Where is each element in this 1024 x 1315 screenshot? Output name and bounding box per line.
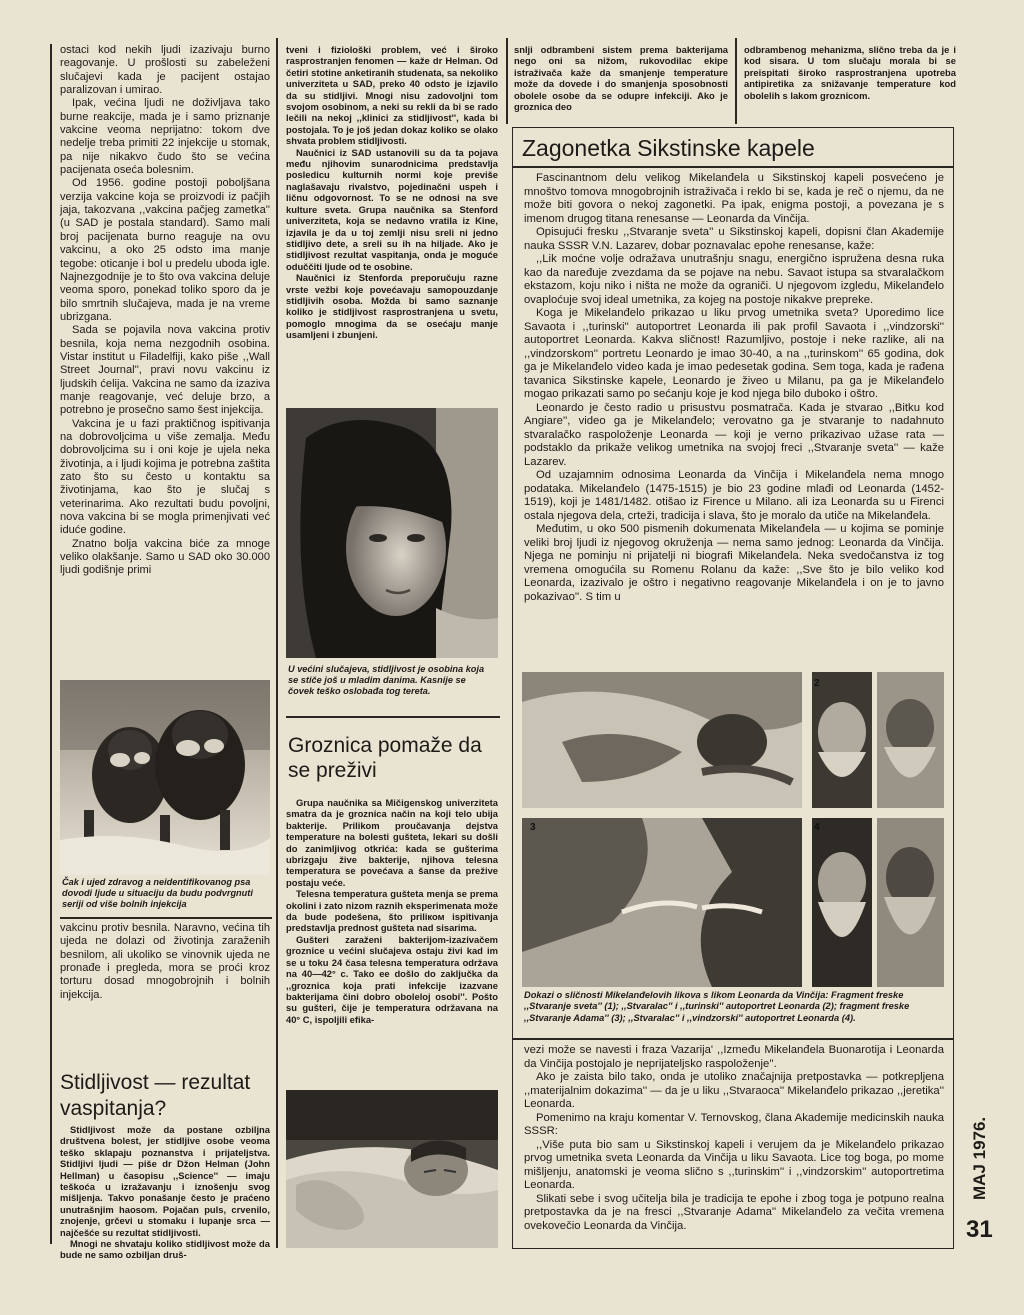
fresco-caption-rule [512,1038,954,1040]
girl-photo [286,408,498,658]
sikstina-heading: Zagonetka Sikstinske kapele [522,135,815,161]
stidljivost-heading: Stidljivost — rezultat vaspitanja? [60,1071,251,1120]
continuation-paragraph: vakcinu protiv besnila. Naravno, većina tih ujeda ne dolazi od životinja zaraženih besnilom, ali ukoliko se vinovnik ujeda ne pronađe i pregleda, mora se proći kroz torturu dosad mnogobrojnih i bolnih injekcija. [60,922,270,1001]
column-4-top-text [744,44,956,101]
column-rule-1 [276,38,278,1248]
groznica-text [286,797,498,1025]
sikstina-text-2 [524,1044,944,1233]
paragraph: ostaci kod nekih ljudi izazivaju burno reagovanje. U prošlosti su zabeleženi slučajevi kada je pacijent ostajao paralizovan i umirao. [60,44,270,97]
paragraph: Slikati sebe i svog učitelja bila je tradicija te epohe i zbog toga je potpuno realna pretpostavka da je na fresci ,,Stvaranje Adama'' Mikelanđelo za večita vremena ovekovečio Leonarda da Vinčija. [524,1192,944,1232]
column-rule-2 [506,38,508,124]
sleeping-man-photo-image [286,1090,498,1248]
dogs-photo-image [60,680,270,875]
paragraph: Grupa naučnika sa Mičigenskog univerziteta smatra da je groznica način na koji telo ubija bakterije. Prilikom proučavanja dejstva temperature na bolesti gušteta, lekari su došli do zanimljivog otkrića: kada se gušterima ubrizgaju žive bakterije, njihova telesna temperatura se povećava a šanse da preživе postaju veće. [286,797,498,888]
groznica-continuation: snIji odbrambeni sistem prema bakterijama nego oni sa nižom, rukovodilac ekipe istraživača kaže da smanjenje temperature može da dovede i do smanjenja sposobnosti obolele osobe da se odupre infekciji. Ako je groznica deo [514,44,728,113]
girl-photo-image [286,408,498,658]
fresco-grid [522,672,944,987]
stidljivost-text [60,1124,270,1261]
paragraph: Stidljivost može da postane ozbiljna društvena bolest, jer stidljive osobe veoma teško sklapaju poznanstva i prijateljstva. Stidljivi ljudi — piše dr Džon Helman (John Hellman) u časopisu ,,Science'' — imaju teškoća u izražavanju i iznošenju svog mišljenja. Takvo ponašanje često je praćeno unutrašnjim haosom. Pojačan puls, crvenilo, znojenje, grčevi u stomaku i lupanje srca — najčešće su rezultat stidljivosti. [60,1124,270,1238]
issue-date: MAJ 1976. [970,1116,989,1200]
sikstina-text [524,172,944,604]
paragraph: Ako je zaista bilo tako, onda je utoliko značajnija pretpostavka — potkrepljena ,,materijalnim dokazima'' — da je u liku ,,Stvaraoca'' Mikelanđelo prikazao ,,jeretika'' Leonarda. [524,1071,944,1110]
paragraph: Vakcina je u fazi praktičnog ispitivanja na dobrovoljcima u više zemalja. Među dobrovoljcima su i oni koje je ujela neka životinja, a i ljudi kojima je potrebna zaštita zato što su često u kontaktu sa životinjama, kao što je slučaj s veterinarima. Ako rezultati budu povoljni, nova vakcina bi se mogla primenjivati već iduće godine. [60,417,270,537]
paragraph: Koga je Mikelanđelo prikazao u liku prvog umetnika sveta? Uporedimo lice Savaota i ,,turinski'' autoportret Leonarda ili pak profil Savaota i ,,vindzorski'' autoportret Leonarda. Kakva sličnost! Razumljivo, postoje i neke razlike, ali na ,,vindzorskom'' portretu Leonardo je imao 30-40, a na ,,turinskom'' 65 godina, dok ga je Mikelanđelo video kada je imao pedesetak godina. Sem toga, kada je rađena tavanica Sikstinske kapele, Leonardo je živeo u Milanu, pa ga je Mikelanđelo mogao prikazati samo po sećanju koje je kod njega bilo duboko i oštro. [524,307,944,400]
paragraph: Od 1956. godine postoji poboljšana verzija vakcine koja se proizvodi iz pačjih jaja, takozvana ,,vakcina pačjeg zametka'' (u SAD je postala standard). Samo mali broj pacijenata burno reaguje na ovu vakcinu, a oko 25 odsto ima manje tegobe: oticanje i bol u predelu uboda igle. Najnezgodnije je to što ova vakcina deluje veoma sporo, ponekad toliko sporo da je bilo smrtnih slučajeva, mada je na vreme ubrizgana. [60,177,270,323]
paragraph: Sada se pojavila nova vakcina protiv besnila, koja nema nezgodnih osobina. Vistar institut u Filadelfiji, kako piše ,,Wall Street Journal'', pravi novu vakcinu iz ljudskih ćelija. Vakcina ne samo da izaziva manje reagovanje, već deluje brzo, a potrebno je prosečno samo šest injekcija. [60,324,270,417]
sikstina-heading-rule [512,166,954,168]
paragraph: Opisujući fresku ,,Stvaranje sveta'' u Sikstinskoj kapeli, dopisni član Akademije nauka SSSR V.N. Lazarev, dobar poznavalac epohe renesanse, kaže: [524,226,944,252]
groznica-heading: Groznica pomaže da se preživi [288,734,482,782]
page-number: 31 [966,1216,993,1243]
paragraph: Telesna temperatura gušteta menja se prema okolini i zato nizom raznih eksperimenata može da bude podešena, što priliком ispitivanja predstavlja prednost gušteta nad sisarima. [286,888,498,934]
caption-rule-2 [286,716,500,718]
girl-photo-caption: U većini slučajeva, stidljivost je osobina koja se stiče još u mladim danima. Kasnije se čovek teško oslobađa tog tereta. [288,664,485,696]
dogs-photo-caption: Čak i ujed zdravog a neidentifikovanog psa dovodi ljude u situaciju da budu podvrgnuti seriji od više bolnih injekcija [62,877,253,909]
fresco-grid-image [522,672,944,987]
paragraph: Gušteri zaraženi bakterijom-izazivačem groznice u većini slučajeva ostaju živi kad im se u toku 24 časa telesna temperatura održava na 40—42° c. Takо ee došlo do zaključka da ,,groznica koja prati infekcije izazvane bakterijama čini dobro obolelој osobi''. Pošto su gušteri, čije je temperatura održavana na 40° C, ispoljili efika- [286,933,498,1025]
groznica-final: odbrambenog mehanizma, slično treba da je i kod sisara. U tom slučaju morala bi se preispitati široko rasprostranjena upotreba antipiretika za snižavanje temperature kod obolelih s lakom groznicom. [744,44,956,101]
paragraph: Mnogi ne shvataju koliko stidljivost može da bude ne samo ozbiljan druš- [60,1238,270,1261]
sleeping-man-photo [286,1090,498,1248]
fig-label-2: 2 [814,678,820,689]
fig-label-3: 3 [530,822,536,833]
column-1-continuation [60,922,270,1002]
left-margin-rule [50,44,52,1244]
fig-label-4: 4 [814,822,820,833]
paragraph: Od uzajamnim odnosima Leonarda da Vinčija i Mikelanđela nema mnogo podataka. Mikelanđelo (1475-1515) je bio 23 godine mlađi od Leonarda (1452-1519), koji je 1481/1482. otišao iz Firence u Milano. ali iza Leonarda su u Firenci ostala njegova dela, crteži, tradicija i slava, što je moralo da utiče na Mikelanđela. [524,469,944,522]
column-2-top-text [286,44,498,341]
caption-rule-1 [60,917,272,919]
paragraph: Fascinantnom delu velikog Mikelanđela u Sikstinskoj kapeli posvećeno je mnoštvo tomova mnogobrojnih istraživača i reklo bi se, kada je reč o njemu, da ne može biti govora o nekoj zagonetki. Pa ipak, enigma postoji, a povezana je s imenom drugog titana renesanse — Leonarda da Vinčija. [524,172,944,225]
paragraph: Znatno bolja vakcina biće za mnoge veliko olakšanje. Samo u SAD oko 30.000 ljudi godišnje primi [60,537,270,577]
column-1-text [60,44,270,578]
paragraph: Naučnici iz Stenforda preporučuju razne vrste vežbi koje povećavaju samopouzdanje stidljivih osoba. Možda bi samo saznanje koliko je stidljivost rasprostranjena u svetu, pomoglo mnogima da se osećaju manje usamljeni i zbunjeni. [286,272,498,341]
paragraph: Međutim, u oko 500 pismenih dokumenata Mikelanđela — u kojima se pominje veliki broj ljudi iz njegovog okruženja — nema samo jednog: Leonarda da Vinčija. Njega ne pominju ni prijatelji ni biografi Mikelanđela. Neka svedočanstva iz tog vremena omogućila su Romenu Rolanu da kaže: ,,Sve što je bilo veliko kod Leonarda, izazivalo je oštro i negativno reagovanje Mikelanđela i on je to javno pokazivao''. S tim u [524,523,944,603]
paragraph: ,,Lik moćne volje odražava unutrašnju snagu, energično ispružena desna ruka kao da naređuje zvezdama da se pojave na nebu. Savaot istupa sa stvaralačkom ekstazom, koju niko i ništa ne može da ograniči. U njegovom izgledu, Mikelanđelo ovaploćuje svoj ideal umetnika, za kojeg na postoje nikakve prepreke. [524,253,944,306]
paragraph: Leonardo je često radio u prisustvu posmatrača. Kada je stvarao ,,Bitku kod Angiare'', video ga je Mikelanđelo; verovatno ga je stvaranje to nadahnuto stvaralačko raspoloženje Leonarda — koji je verno prikazivao užase rata — podstaklo da prikaže velikog umetnika na svojoj freci ,,Stvaranje sveta'' — kaže Lazarev. [524,401,944,468]
paragraph: Naučnici iz SAD ustanovili su da ta pojava među njihovim sunarodnicima predstavlja posledicu kulturnih normi koje previše naglašavaju rivalstvo, pojedinačni uspeh i ličnu odgovornost. To se ne odnosi na sve kulture sveta. Grupa naučnika sa Stenford univerziteta, koja se nedavno vratila iz Kine, izjavila je da u toj zemlji nisu sreli ni jedno stidljivo dete, a sreli su ih na hiljade. Ako je stidljivost rezultat vaspitanja, onda je moguće oduččiti ljude od te osobine. [286,146,498,272]
paragraph: vezi može se navesti i fraza Vazarija' ,,Između Mikelanđela Buonarotija i Leonarda da Vinčija postojalo je neprijateljsko raspoloženje''. [524,1044,944,1070]
paragraph: ,,Više puta bio sam u Sikstinskoj kapeli i verujem da je Mikelanđelo prikazao prvog umetnika sveta Leonarda da Vinčija u liku Savaota. Lice tog boga, po mome mišljenju, anatomski je veoma slično s ,,turinskim'' i ,,vindzorskim'' autoportretima Leonarda. [524,1138,944,1191]
fresco-caption: Dokazi o sličnosti Mikelanđelovih likova s likom Leonarda da Vinčija: Fragment freske ,,Stvaranje sveta'' (1); ,,Stvaralac'' i ,,turinski'' autoportret Leonarda (2); fragment freske ,,Stvaranje Adama'' (3); ,,Stvaralac'' i ,,vindzorski'' autoportret Leonarda (4). [524,990,910,1023]
paragraph: Ipak, većina ljudi ne doživljava tako burne reakcije, mada je i samo priznanje vakcine veoma neprijatno: tokom dve nedelje treba primiti 22 injekcije u stomak, pa nije nikakvo čudo što se većina pacijenata oseća bolesnim. [60,97,270,177]
paragraph: tveni i fiziološki problem, već i široko rasprostranjen fenomen — kaže dr Helman. Od četiri stotine anketiranih studenata, sa nekoliko univerziteta u SAD, preko 40 odsto je izjavilo da su stidljivi. Mnogi nisu zadovoljni tom svojom osobinom, a neki su rekli da bi se rado lečili na nekoj ,,klinici za stidljivost'', kada bi postojala. To je još jedan dokaz koliko se olako shvata problem stidljivosti. [286,44,498,147]
column-3-top-text [514,44,728,112]
dogs-photo [60,680,270,875]
paragraph: Pomenimo na kraju komentar V. Ternovskog, člana Akademije medicinskih nauka SSSR: [524,1111,944,1137]
column-rule-3 [735,38,737,124]
